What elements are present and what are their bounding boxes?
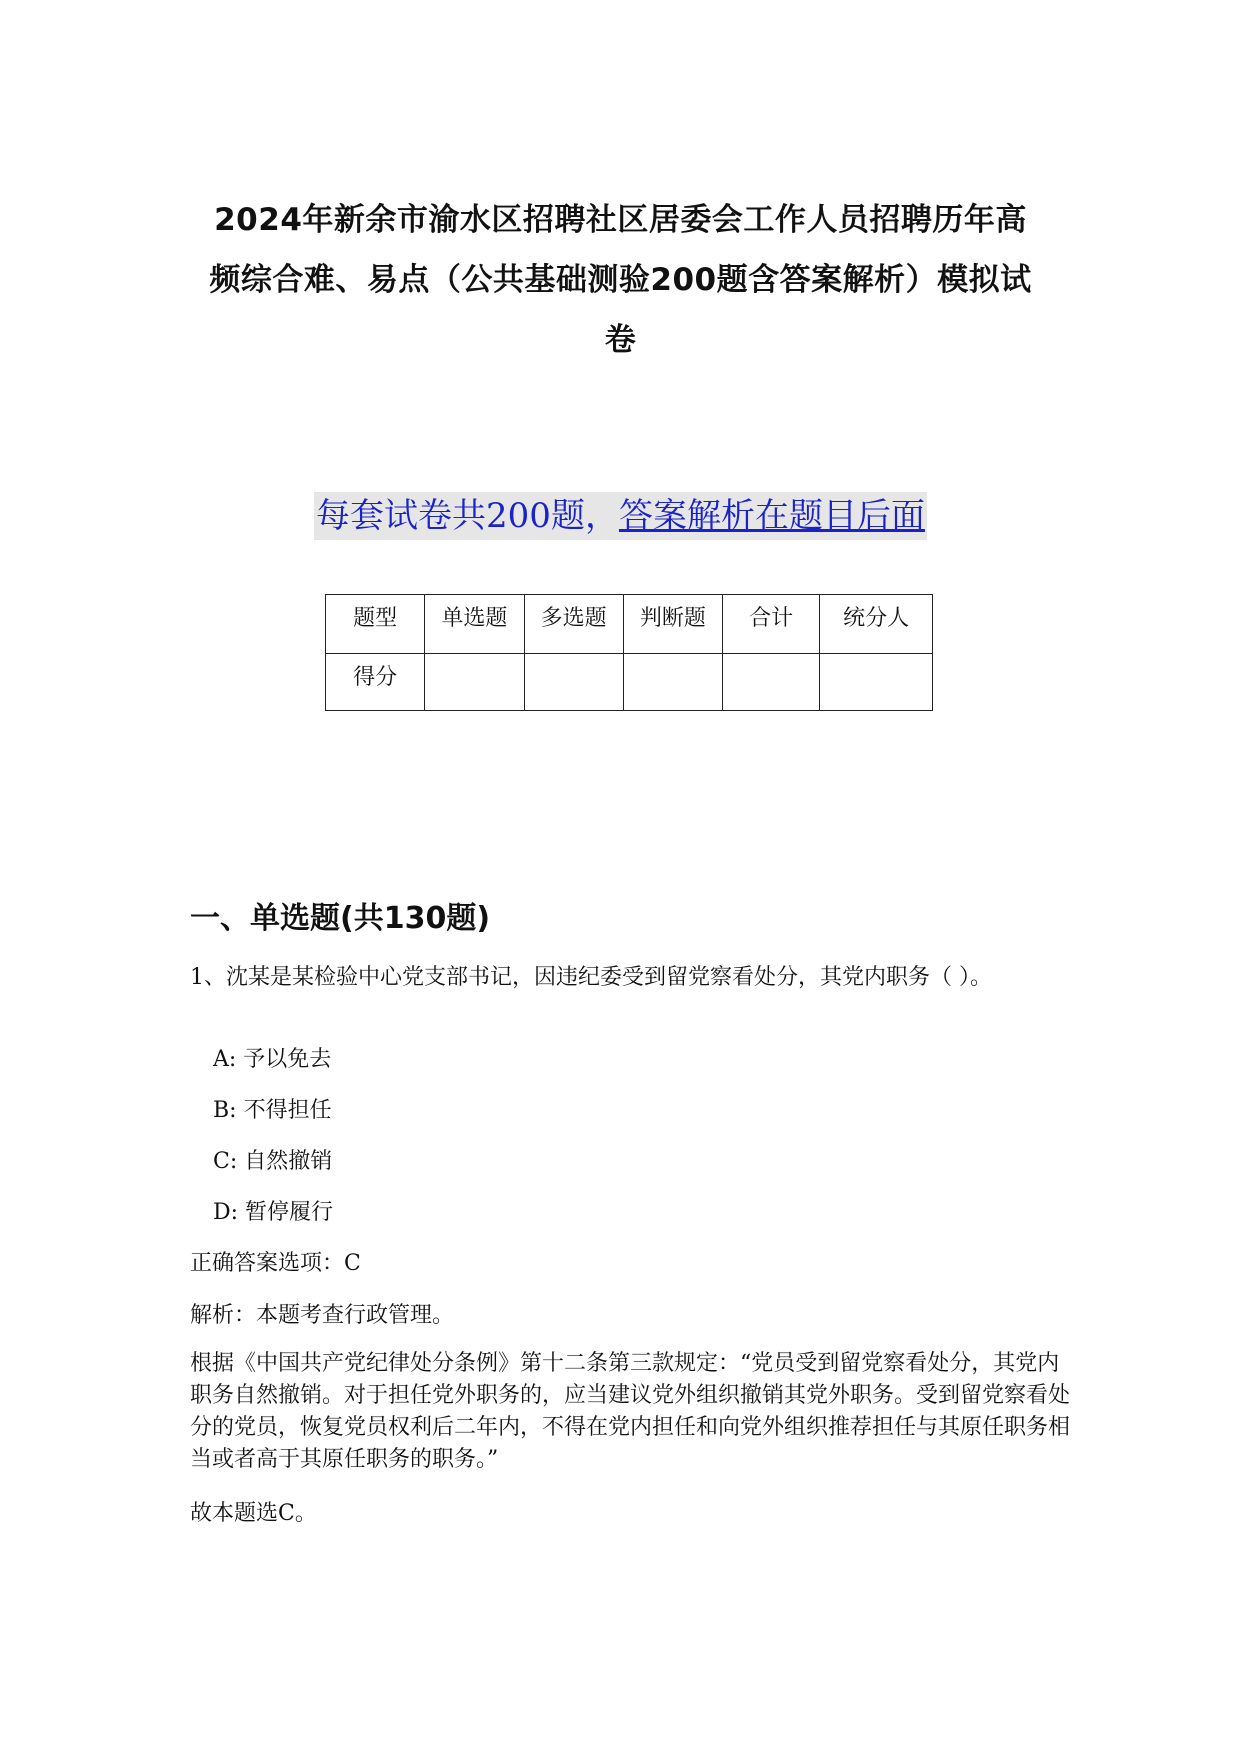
title-line-1: 2024年新余市渝水区招聘社区居委会工作人员招聘历年高 xyxy=(214,202,1027,238)
option-b: B: 不得担任 xyxy=(213,1098,332,1123)
score-cell-single[interactable] xyxy=(425,654,524,711)
banner-text: 每套试卷共200题， xyxy=(316,496,619,536)
option-a: A: 予以免去 xyxy=(213,1047,332,1072)
title-line-3: 卷 xyxy=(604,322,637,358)
header-cell-single: 单选题 xyxy=(425,595,524,654)
analysis-text: 解析：本题考查行政管理。 xyxy=(190,1303,455,1328)
header-cell-type: 题型 xyxy=(326,595,425,654)
score-cell-scorer[interactable] xyxy=(820,654,933,711)
option-d: D: 暂停履行 xyxy=(213,1200,334,1225)
banner-highlight xyxy=(314,492,927,540)
title-line-2: 频综合难、易点（公共基础测验200题含答案解析）模拟试 xyxy=(209,262,1032,298)
question-stem: 1、沈某是某检验中心党支部书记，因违纪委受到留党察看处分，其党内职务（ ）。 xyxy=(190,965,992,990)
score-cell-judge[interactable] xyxy=(623,654,722,711)
answer-link[interactable]: 答案解析在题目后面 xyxy=(618,496,925,536)
score-table-header-row xyxy=(326,595,933,654)
header-cell-multiple: 多选题 xyxy=(524,595,623,654)
score-row-label: 得分 xyxy=(326,654,425,711)
score-table-score-row xyxy=(326,654,933,711)
header-cell-judge: 判断题 xyxy=(623,595,722,654)
document-title xyxy=(180,190,1061,370)
section-title: 一、单选题(共130题) xyxy=(190,901,491,936)
header-cell-scorer: 统分人 xyxy=(820,595,933,654)
header-cell-total: 合计 xyxy=(723,595,820,654)
score-table xyxy=(325,594,933,711)
score-cell-multiple[interactable] xyxy=(524,654,623,711)
explanation-text: 根据《中国共产党纪律处分条例》第十二条第三款规定：“党员受到留党察看处分，其党内职务自然撤销。对于担任党外职务的，应当建议党外组织撤销其党外职务。受到留党察看处分的党员，恢复党员权利后二年内，不得在党内担任和向党外组织推荐担任与其原任职务相当或者高于其原任职务的职务。” xyxy=(190,1351,1071,1472)
exam-notice-banner xyxy=(0,492,1241,540)
score-cell-total[interactable] xyxy=(723,654,820,711)
conclusion-text: 故本题选C。 xyxy=(190,1501,317,1526)
option-c: C: 自然撤销 xyxy=(213,1149,333,1174)
correct-answer: 正确答案选项：C xyxy=(190,1251,361,1276)
